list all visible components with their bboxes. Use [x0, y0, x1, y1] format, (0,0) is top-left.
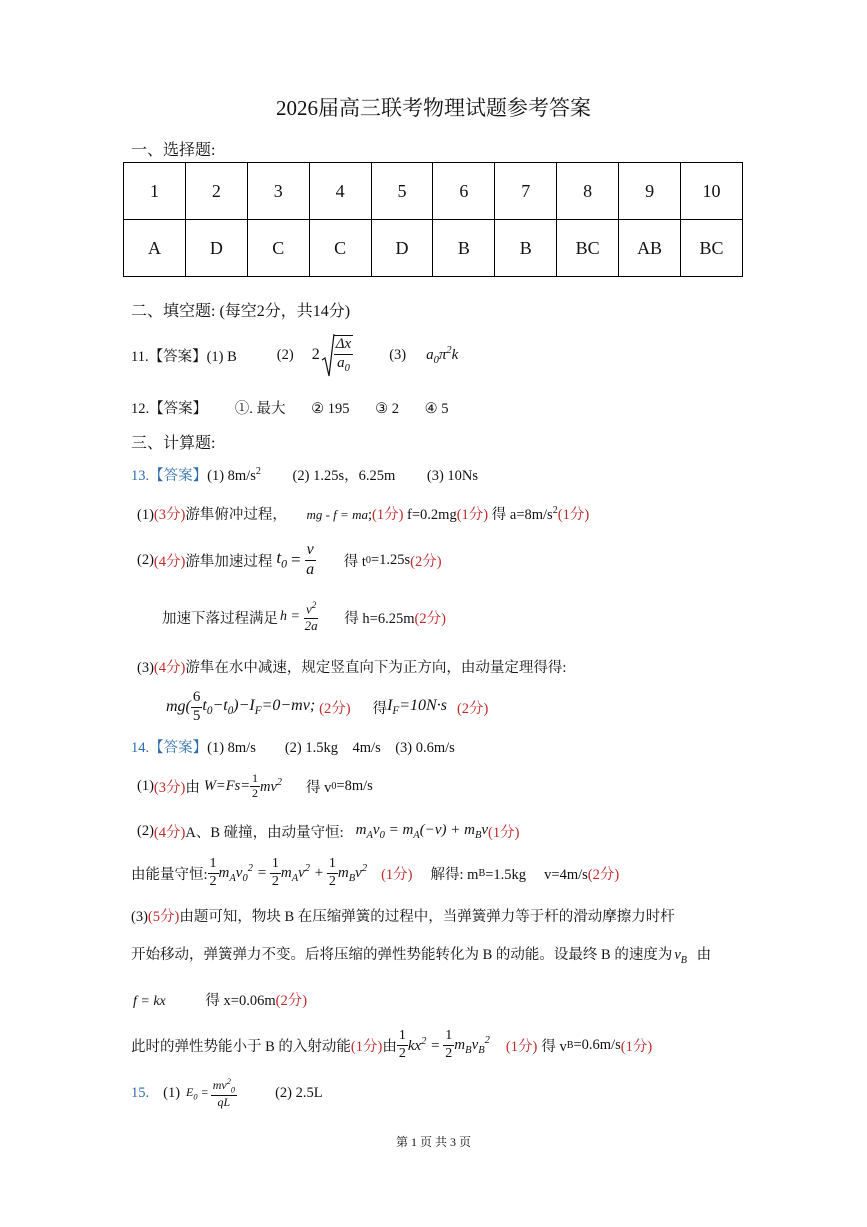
q11-expression: $a_0\pi^2k$: [426, 344, 459, 366]
q11-part2: (2): [276, 346, 294, 363]
q13-part2-line: (2) (4分) 游隼加速过程 $t_0$ = $\frac{v}{a}$ 得 t 0 =1.25s (2分): [137, 541, 442, 578]
q11-fraction: [334, 335, 353, 374]
sqrt-icon: [321, 332, 335, 378]
q13-answer-line: 13.【答案】(1) $8m/s^2$ (2) 1.25s，6.25m (3) 10Ns: [131, 466, 479, 484]
q11-part3: (3): [389, 346, 407, 363]
q13-part2b-line: 加速下落过程满足 h = $\frac{v^2}{2a}$ 得 h=6.25m (2分): [162, 600, 446, 633]
table-cell-number: 4: [309, 163, 371, 220]
q12-line: [131, 397, 449, 418]
table-cell-number: 2: [185, 163, 247, 220]
q13-label: 13.【答案】: [131, 468, 208, 484]
table-cell-number: 6: [433, 163, 495, 220]
table-cell-answer: BC: [557, 220, 619, 277]
section-1-heading: 一、选择题:: [131, 142, 216, 159]
table-cell-number: 3: [247, 163, 309, 220]
q11-label: 11.【答案】(1) B: [131, 348, 237, 365]
q15-line: 15. (1) $E_0$ = $\frac{mv^2_0}{qL}$ (2) 2.5L: [131, 1076, 323, 1109]
answer-table: [123, 162, 743, 277]
table-cell-answer: BC: [681, 220, 743, 277]
q13-part3-line: (3)(4分)游隼在水中减速，规定竖直向下为正方向，由动量定理得得:: [137, 660, 567, 676]
q14-label: 14.【答案】: [131, 740, 208, 756]
q11-coef: 2: [311, 346, 320, 363]
table-cell-number: 1: [124, 163, 186, 220]
table-cell-answer: C: [309, 220, 371, 277]
table-cell-answer: C: [247, 220, 309, 277]
q14-part3-line-4: 此时的弹性势能小于 B 的入射动能 (1分) 由 $\frac{1}{2}$ $kx^2$ = $\frac{1}{2}$ $m_Bv_B^2$ (1分) 得 v B =0.6m/s (1分): [131, 1028, 653, 1061]
q11-line: [131, 330, 458, 380]
table-cell-answer: D: [371, 220, 433, 277]
table-cell-answer: AB: [619, 220, 681, 277]
section-3-heading: 三、计算题:: [131, 435, 216, 452]
table-cell-answer: A: [124, 220, 186, 277]
table-cell-answer: B: [433, 220, 495, 277]
q14-part1-line: (1) (3分) 由 W=Fs= $\frac{1}{2}$ $mv^2$ 得 v 0 =8m/s: [137, 770, 373, 800]
section-2-heading: 二、填空题: (每空2分，共14分): [131, 303, 351, 320]
page-footer: 第 1 页 共 3 页: [395, 1135, 471, 1149]
q12-label: 12.【答案】: [131, 401, 208, 417]
q12-answer-4: ④ 5: [424, 401, 449, 417]
table-cell-answer: D: [185, 220, 247, 277]
q12-answer-3: ③ 2: [375, 401, 399, 417]
q13-part3-equation: mg( $\frac{6}{5}$ $t_0-t_0)-I_F=0-mv$; (2分) 得 $I_F=10N\cdot s$ (2分): [166, 689, 489, 724]
table-cell-number: 7: [495, 163, 557, 220]
table-cell-answer: B: [495, 220, 557, 277]
page-title: 2026届高三联考物理试题参考答案: [276, 96, 591, 120]
q14-part3-line-2: 开始移动，弹簧弹力不变。后将压缩的弹性势能转化为 B 的动能。设最终 B 的速度为 $v_B$ 由: [131, 947, 712, 966]
table-cell-number: 9: [619, 163, 681, 220]
q15-label: 15.: [131, 1084, 150, 1101]
q13-part1-line: (1)(3分)游隼俯冲过程， mg - f = ma;(1分) f=0.2mg(1分) 得 $a=8m/s^2(1$分): [137, 505, 590, 523]
q14-part3-line: (3)(5分)由题可知，物块 B 在压缩弹簧的过程中，当弹簧弹力等于杆的滑动摩擦力时杆: [131, 909, 675, 925]
table-cell-number: 5: [371, 163, 433, 220]
q14-energy-line: 由能量守恒: $\frac{1}{2}$ $m_Av_0^2$ = $\frac{1}{2}$ $m_Av^2$ + $\frac{1}{2}$ $m_Bv^2$ (1分) 解得: m B =1.5kg v=4m/s (2分): [131, 856, 620, 889]
table-cell-number: 8: [557, 163, 619, 220]
q12-answer-2: ② 195: [311, 401, 350, 417]
q13-part2b-fraction: $\frac{v^2}{2a}$: [304, 600, 318, 633]
q14-answer-line: 14.【答案】(1) 8m/s (2) 1.5kg 4m/s (3) 0.6m/s: [131, 740, 455, 756]
q12-answer-1: ①. 最大: [234, 401, 286, 417]
answer-table-number-row: [124, 163, 743, 220]
table-cell-number: 10: [681, 163, 743, 220]
q11-frac-num: Δx: [334, 336, 353, 354]
q11-frac-den: $a_0$: [337, 354, 350, 374]
answer-table-answer-row: [124, 220, 743, 277]
q14-part3-line-3: f = kx 得 x=0.06m(2分): [133, 993, 308, 1009]
q13-part2-fraction: $\frac{v}{a}$: [306, 541, 315, 578]
q14-part2-line: (2) (4分) A、B 碰撞，由动量守恒: $m_Av_0 = m_A(-v) + m_Bv$ (1分): [137, 821, 520, 841]
